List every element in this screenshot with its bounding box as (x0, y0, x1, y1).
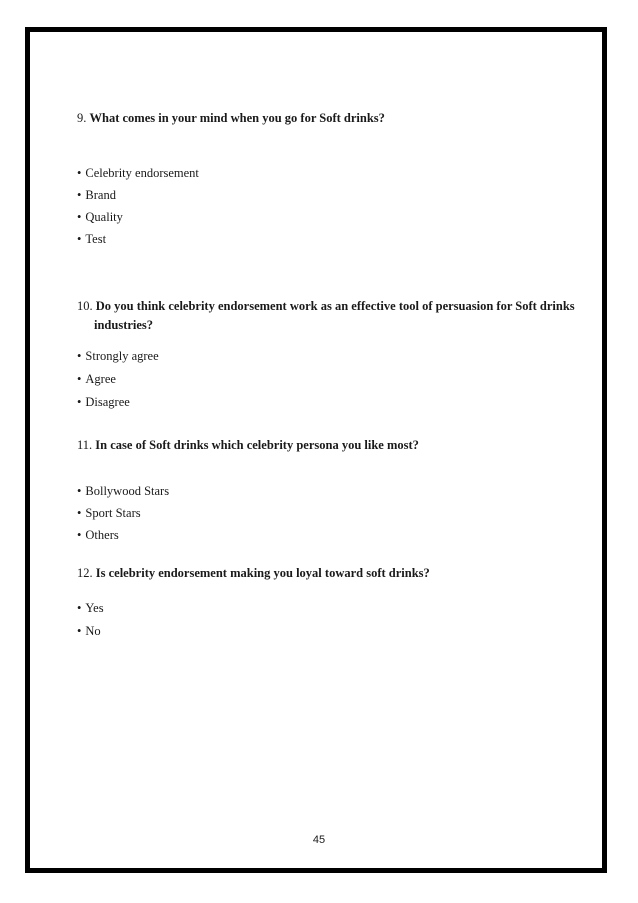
option-label: Celebrity endorsement (85, 166, 199, 180)
bullet-icon: • (77, 528, 82, 542)
question-text-prefix: What (89, 111, 120, 125)
bullet-icon: • (77, 188, 82, 202)
option-label: Agree (85, 372, 116, 386)
question-text: comes in your mind when you go for Soft drinks? (122, 111, 385, 125)
bullet-icon: • (77, 232, 82, 246)
list-item (77, 394, 130, 410)
bullet-icon: • (77, 624, 82, 638)
question-number: 9. (77, 111, 87, 125)
question-text: Is celebrity endorsement making you loyal toward soft drinks? (95, 566, 430, 580)
question-text: In case of Soft drinks which celebrity persona you like most? (95, 438, 419, 452)
option-label: Others (85, 528, 119, 542)
bullet-icon: • (77, 601, 82, 615)
bullet-icon: • (77, 349, 82, 363)
list-item (77, 231, 106, 247)
list-item (77, 348, 159, 364)
question-text: Do you think celebrity endorsement work as an effective tool of persuasion for Soft drinks industries? (94, 299, 575, 332)
list-item (77, 623, 101, 639)
question-number: 12. (77, 566, 93, 580)
bullet-icon: • (77, 210, 82, 224)
list-item (77, 527, 119, 543)
option-label: No (85, 624, 101, 638)
list-item (77, 209, 123, 225)
option-label: Bollywood Stars (85, 484, 170, 498)
page-number: 45 (312, 834, 326, 846)
bullet-icon: • (77, 484, 82, 498)
list-item (77, 505, 141, 521)
list-item (77, 483, 169, 499)
bullet-icon: • (77, 395, 82, 409)
bullet-icon: • (77, 372, 82, 386)
list-item (77, 600, 104, 616)
question-number: 10. (77, 299, 93, 313)
bullet-icon: • (77, 166, 82, 180)
list-item (77, 187, 116, 203)
option-label: Brand (85, 188, 116, 202)
list-item (77, 371, 116, 387)
question-11 (77, 436, 419, 455)
question-10 (77, 297, 584, 335)
question-12 (77, 564, 430, 583)
bullet-icon: • (77, 506, 82, 520)
option-label: Strongly agree (85, 349, 159, 363)
option-label: Quality (85, 210, 123, 224)
list-item (77, 165, 199, 181)
option-label: Disagree (85, 395, 130, 409)
question-number: 11. (77, 438, 93, 452)
option-label: Test (85, 232, 107, 246)
option-label: Yes (85, 601, 104, 615)
option-label: Sport Stars (85, 506, 141, 520)
question-9 (77, 109, 385, 128)
